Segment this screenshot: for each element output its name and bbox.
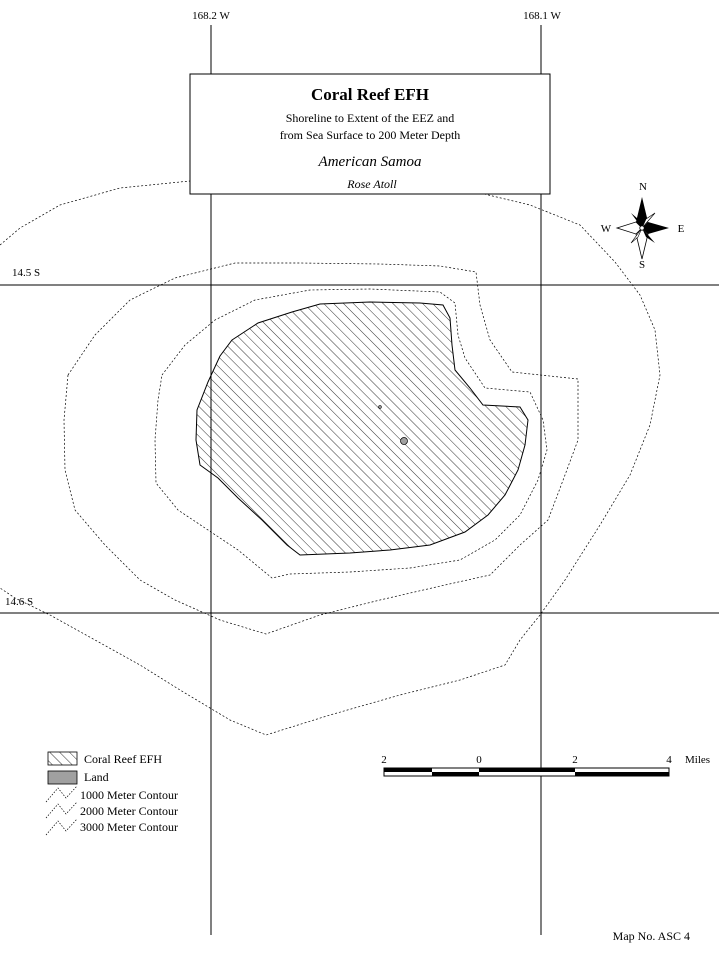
- legend-label-3000m: 3000 Meter Contour: [80, 820, 178, 834]
- land-island-north: [379, 406, 382, 409]
- scale-tick-label: 4: [666, 754, 672, 766]
- legend-label-coral-reef: Coral Reef EFH: [84, 752, 162, 766]
- title-subtitle-line1: Shoreline to Extent of the EEZ and: [285, 111, 455, 125]
- latitude-label-bottom: 14.6 S: [5, 596, 34, 608]
- legend-swatch-3000m: [46, 819, 77, 835]
- longitude-label-left: 168.2 W: [192, 10, 230, 22]
- legend-swatch-coral-reef: [48, 752, 77, 765]
- compass-north-label: N: [639, 181, 647, 193]
- scale-bar-segment: [479, 768, 575, 772]
- scale-bar-segment: [432, 772, 479, 776]
- compass-east-label: E: [677, 223, 685, 235]
- compass-rose-icon: [617, 197, 669, 259]
- title-subtitle-line2: from Sea Surface to 200 Meter Depth: [279, 128, 461, 142]
- compass-south-label: S: [638, 259, 646, 271]
- longitude-label-right: 168.1 W: [523, 10, 561, 22]
- scale-bar-segment: [575, 772, 669, 776]
- map-number: Map No. ASC 4: [612, 929, 690, 943]
- legend-label-1000m: 1000 Meter Contour: [80, 788, 178, 802]
- scale-tick-label: 2: [572, 754, 578, 766]
- latitude-label-top: 14.5 S: [12, 267, 41, 279]
- legend-label-2000m: 2000 Meter Contour: [80, 804, 178, 818]
- compass-west-label: W: [600, 223, 612, 235]
- legend-swatch-land: [48, 771, 77, 784]
- legend-swatch-1000m: [46, 786, 77, 802]
- land-island-south: [401, 438, 408, 445]
- scale-bar-segment: [384, 768, 432, 772]
- title-subregion: Rose Atoll: [347, 177, 397, 191]
- coral-reef-efh: [196, 302, 528, 555]
- legend-label-land: Land: [84, 770, 109, 784]
- map-title: Coral Reef EFH: [310, 85, 430, 104]
- legend-swatch-2000m: [46, 802, 77, 818]
- scale-tick-label: 2: [381, 754, 387, 766]
- title-region: American Samoa: [318, 154, 422, 170]
- scale-tick-label: 0: [476, 754, 482, 766]
- scale-unit-label: Miles: [685, 754, 711, 766]
